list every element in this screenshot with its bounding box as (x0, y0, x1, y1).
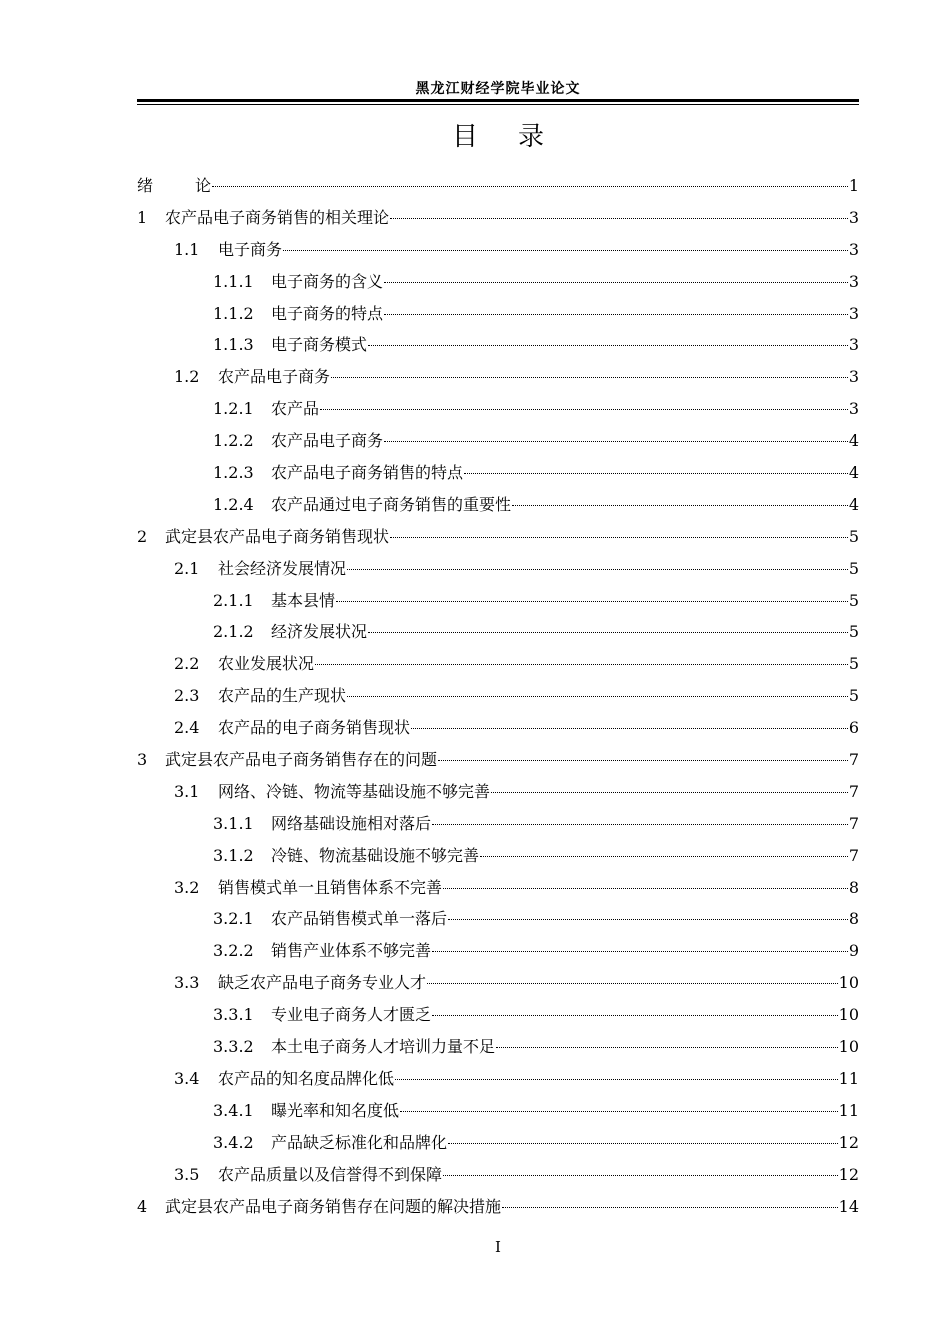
toc-entry-number: 3.5 (174, 1164, 200, 1184)
toc-entry-label: 社会经济发展情况 (218, 558, 347, 578)
toc-entry-number: 1.1.2 (213, 303, 254, 323)
toc-entry[interactable] (137, 425, 859, 457)
toc-entry-number: 1.2 (174, 367, 200, 387)
toc-entry-label: 农产品电子商务 (271, 431, 384, 451)
toc-entry-label: 农产品电子商务 (218, 367, 331, 387)
header-rule-thin (137, 104, 859, 105)
toc-entry-label: 武定县农产品电子商务销售存在问题的解决措施 (165, 1196, 502, 1216)
toc-dot-leader (283, 249, 848, 251)
toc-entry[interactable] (137, 298, 859, 330)
toc-entry-label: 本土电子商务人才培训力量不足 (271, 1037, 496, 1057)
toc-entry[interactable] (137, 935, 859, 967)
toc-entry-number: 4 (137, 1196, 148, 1216)
toc-dot-leader (480, 855, 848, 857)
toc-entry[interactable] (137, 1031, 859, 1063)
toc-entry[interactable] (137, 1159, 859, 1191)
toc-entry[interactable] (137, 170, 859, 202)
toc-entry[interactable] (137, 1095, 859, 1127)
toc-entry-label: 产品缺乏标准化和品牌化 (271, 1132, 448, 1152)
toc-dot-leader (443, 887, 848, 889)
toc-entry-number: 3.2.2 (213, 941, 254, 961)
toc-entry-page: 11 (838, 1068, 859, 1088)
toc-entry-number: 2 (137, 526, 148, 546)
toc-entry[interactable] (137, 872, 859, 904)
toc-entry[interactable] (137, 648, 859, 680)
toc-entry-page: 7 (848, 781, 859, 801)
toc-dot-leader (464, 472, 848, 474)
toc-entry-label: 电子商务的特点 (271, 303, 384, 323)
toc-entry-page: 5 (848, 526, 859, 546)
toc-entry-number: 1.1 (174, 239, 200, 259)
toc-entry-number: 3.3.1 (213, 1005, 254, 1025)
toc-entry[interactable] (137, 1191, 859, 1223)
toc-dot-leader (384, 440, 848, 442)
toc-entry[interactable] (137, 393, 859, 425)
toc-entry-page: 3 (848, 303, 859, 323)
toc-entry[interactable] (137, 808, 859, 840)
toc-entry-page: 3 (848, 335, 859, 355)
toc-dot-leader (443, 1174, 838, 1176)
toc-entry-page: 3 (848, 367, 859, 387)
toc-dot-leader (512, 504, 848, 506)
toc-entry-page: 9 (848, 941, 859, 961)
toc-entry-label: 农产品质量以及信誉得不到保障 (218, 1164, 443, 1184)
toc-entry-label: 农产品销售模式单一落后 (271, 909, 448, 929)
toc-entry-number: 3.1.2 (213, 845, 254, 865)
running-header: 黑龙江财经学院毕业论文 (415, 81, 581, 97)
toc-dot-leader (438, 759, 848, 761)
toc-entry[interactable] (137, 999, 859, 1031)
toc-entry-page: 5 (848, 590, 859, 610)
toc-entry[interactable] (137, 1127, 859, 1159)
toc-entry[interactable] (137, 776, 859, 808)
toc-entry-page: 12 (838, 1164, 859, 1184)
toc-entry-label: 网络基础设施相对落后 (271, 813, 432, 833)
toc-dot-leader (347, 568, 848, 570)
toc-entry-label: 电子商务模式 (271, 335, 368, 355)
toc-entry[interactable] (137, 840, 859, 872)
header-rule-thick (137, 99, 859, 102)
toc-entry-page: 10 (838, 1037, 859, 1057)
toc-entry-number: 1.2.1 (213, 399, 254, 419)
toc-dot-leader (336, 600, 848, 602)
toc-dot-leader (395, 1078, 838, 1080)
toc-entry-label: 农产品的电子商务销售现状 (218, 718, 411, 738)
toc-entry-number: 1.2.4 (213, 494, 254, 514)
toc-entry-number: 2.1 (174, 558, 200, 578)
toc-entry[interactable] (137, 585, 859, 617)
toc-entry-number: 3.2.1 (213, 909, 254, 929)
toc-dot-leader (315, 663, 848, 665)
toc-dot-leader (368, 631, 848, 633)
toc-entry[interactable] (137, 202, 859, 234)
toc-entry-number: 2.3 (174, 686, 200, 706)
toc-entry-page: 8 (848, 877, 859, 897)
toc-entry[interactable] (137, 712, 859, 744)
toc-entry-page: 3 (848, 271, 859, 291)
toc-entry-label: 论 (195, 176, 212, 195)
toc-entry-number: 3.3.2 (213, 1037, 254, 1057)
toc-dot-leader (331, 376, 848, 378)
toc-dot-leader (432, 823, 848, 825)
toc-entry-number: 3.1 (174, 781, 200, 801)
toc-entry-label: 农产品电子商务销售的相关理论 (165, 207, 390, 227)
toc-entry-number: 3.4.2 (213, 1132, 254, 1152)
toc-entry-label: 缺乏农产品电子商务专业人才 (218, 973, 427, 993)
toc-entry[interactable] (137, 329, 859, 361)
toc-entry-page: 8 (848, 909, 859, 929)
toc-entry[interactable] (137, 1063, 859, 1095)
toc-entry-number: 3.4.1 (213, 1100, 254, 1120)
table-of-contents (137, 170, 859, 1222)
toc-entry[interactable] (137, 457, 859, 489)
toc-dot-leader (448, 918, 848, 920)
toc-entry-label: 农产品电子商务销售的特点 (271, 463, 464, 483)
toc-entry[interactable] (137, 967, 859, 999)
toc-entry-page: 7 (848, 750, 859, 770)
toc-entry-label: 农产品通过电子商务销售的重要性 (271, 494, 512, 514)
toc-dot-leader (384, 313, 848, 315)
toc-entry-label: 销售模式单一且销售体系不完善 (218, 877, 443, 897)
toc-entry-number: 3 (137, 750, 148, 770)
toc-entry-number: 3.3 (174, 973, 200, 993)
toc-entry-page: 11 (838, 1100, 859, 1120)
toc-dot-leader (432, 1014, 838, 1016)
toc-entry[interactable] (137, 680, 859, 712)
toc-entry-number: 2.4 (174, 718, 200, 738)
toc-entry-page: 7 (848, 813, 859, 833)
toc-entry-page: 3 (848, 207, 859, 227)
toc-entry-label: 农产品的知名度品牌化低 (218, 1068, 395, 1088)
toc-dot-leader (496, 1046, 838, 1048)
toc-entry[interactable] (137, 521, 859, 553)
toc-dot-leader (502, 1206, 838, 1208)
toc-entry[interactable] (137, 234, 859, 266)
toc-entry-number: 1.1.3 (213, 335, 254, 355)
toc-dot-leader (212, 185, 848, 187)
toc-title: 目录 (451, 122, 584, 152)
toc-entry-number: 2.1.1 (213, 590, 254, 610)
toc-entry-label: 销售产业体系不够完善 (271, 941, 432, 961)
toc-entry-page: 5 (848, 654, 859, 674)
toc-dot-leader (384, 281, 848, 283)
toc-entry-label: 农产品的生产现状 (218, 686, 347, 706)
toc-entry[interactable] (137, 616, 859, 648)
toc-entry-page: 5 (848, 558, 859, 578)
toc-dot-leader (390, 536, 848, 538)
toc-entry[interactable] (137, 266, 859, 298)
toc-entry-label: 农产品 (271, 399, 320, 419)
toc-entry-page: 5 (848, 686, 859, 706)
toc-entry-label: 专业电子商务人才匮乏 (271, 1005, 432, 1025)
toc-entry-page: 14 (838, 1196, 859, 1216)
toc-entry-number: 1 (137, 207, 148, 227)
toc-entry-number: 1.1.1 (213, 271, 254, 291)
toc-entry-label: 冷链、物流基础设施不够完善 (271, 845, 480, 865)
toc-dot-leader (448, 1142, 838, 1144)
toc-entry-label: 曝光率和知名度低 (271, 1100, 400, 1120)
toc-entry-label: 网络、冷链、物流等基础设施不够完善 (218, 781, 491, 801)
toc-entry-label: 武定县农产品电子商务销售存在的问题 (165, 750, 438, 770)
toc-entry-page: 10 (838, 1005, 859, 1025)
toc-entry[interactable] (137, 903, 859, 935)
toc-dot-leader (320, 408, 848, 410)
toc-entry-page: 6 (848, 718, 859, 738)
toc-entry-number: 1.2.2 (213, 431, 254, 451)
toc-entry-page: 10 (838, 973, 859, 993)
toc-dot-leader (432, 950, 848, 952)
toc-entry-number: 2.1.2 (213, 622, 254, 642)
toc-entry-page: 7 (848, 845, 859, 865)
toc-entry[interactable] (137, 489, 859, 521)
toc-entry-page: 3 (848, 239, 859, 259)
toc-entry[interactable] (137, 361, 859, 393)
toc-entry-label: 电子商务的含义 (271, 271, 384, 291)
toc-entry-page: 3 (848, 399, 859, 419)
toc-entry-page: 5 (848, 622, 859, 642)
toc-dot-leader (390, 217, 848, 219)
toc-entry-page: 4 (848, 494, 859, 514)
toc-entry-label: 经济发展状况 (271, 622, 368, 642)
toc-entry[interactable] (137, 553, 859, 585)
toc-dot-leader (491, 791, 848, 793)
toc-entry-page: 12 (838, 1132, 859, 1152)
toc-entry-label: 武定县农产品电子商务销售现状 (165, 526, 390, 546)
toc-entry-page: 4 (848, 431, 859, 451)
toc-dot-leader (411, 727, 848, 729)
toc-entry-label: 电子商务 (218, 239, 283, 259)
toc-dot-leader (368, 344, 848, 346)
toc-entry-number: 2.2 (174, 654, 200, 674)
toc-dot-leader (347, 695, 848, 697)
toc-entry-number: 绪 (137, 176, 154, 195)
toc-entry-number: 3.1.1 (213, 813, 254, 833)
page-number: I (495, 1238, 501, 1256)
toc-entry-page: 1 (848, 176, 859, 195)
toc-dot-leader (427, 982, 838, 984)
toc-entry-page: 4 (848, 463, 859, 483)
toc-entry-number: 3.4 (174, 1068, 200, 1088)
toc-dot-leader (400, 1110, 838, 1112)
toc-entry-number: 3.2 (174, 877, 200, 897)
toc-entry[interactable] (137, 744, 859, 776)
toc-entry-number: 1.2.3 (213, 463, 254, 483)
toc-entry-label: 基本县情 (271, 590, 336, 610)
toc-entry-label: 农业发展状况 (218, 654, 315, 674)
